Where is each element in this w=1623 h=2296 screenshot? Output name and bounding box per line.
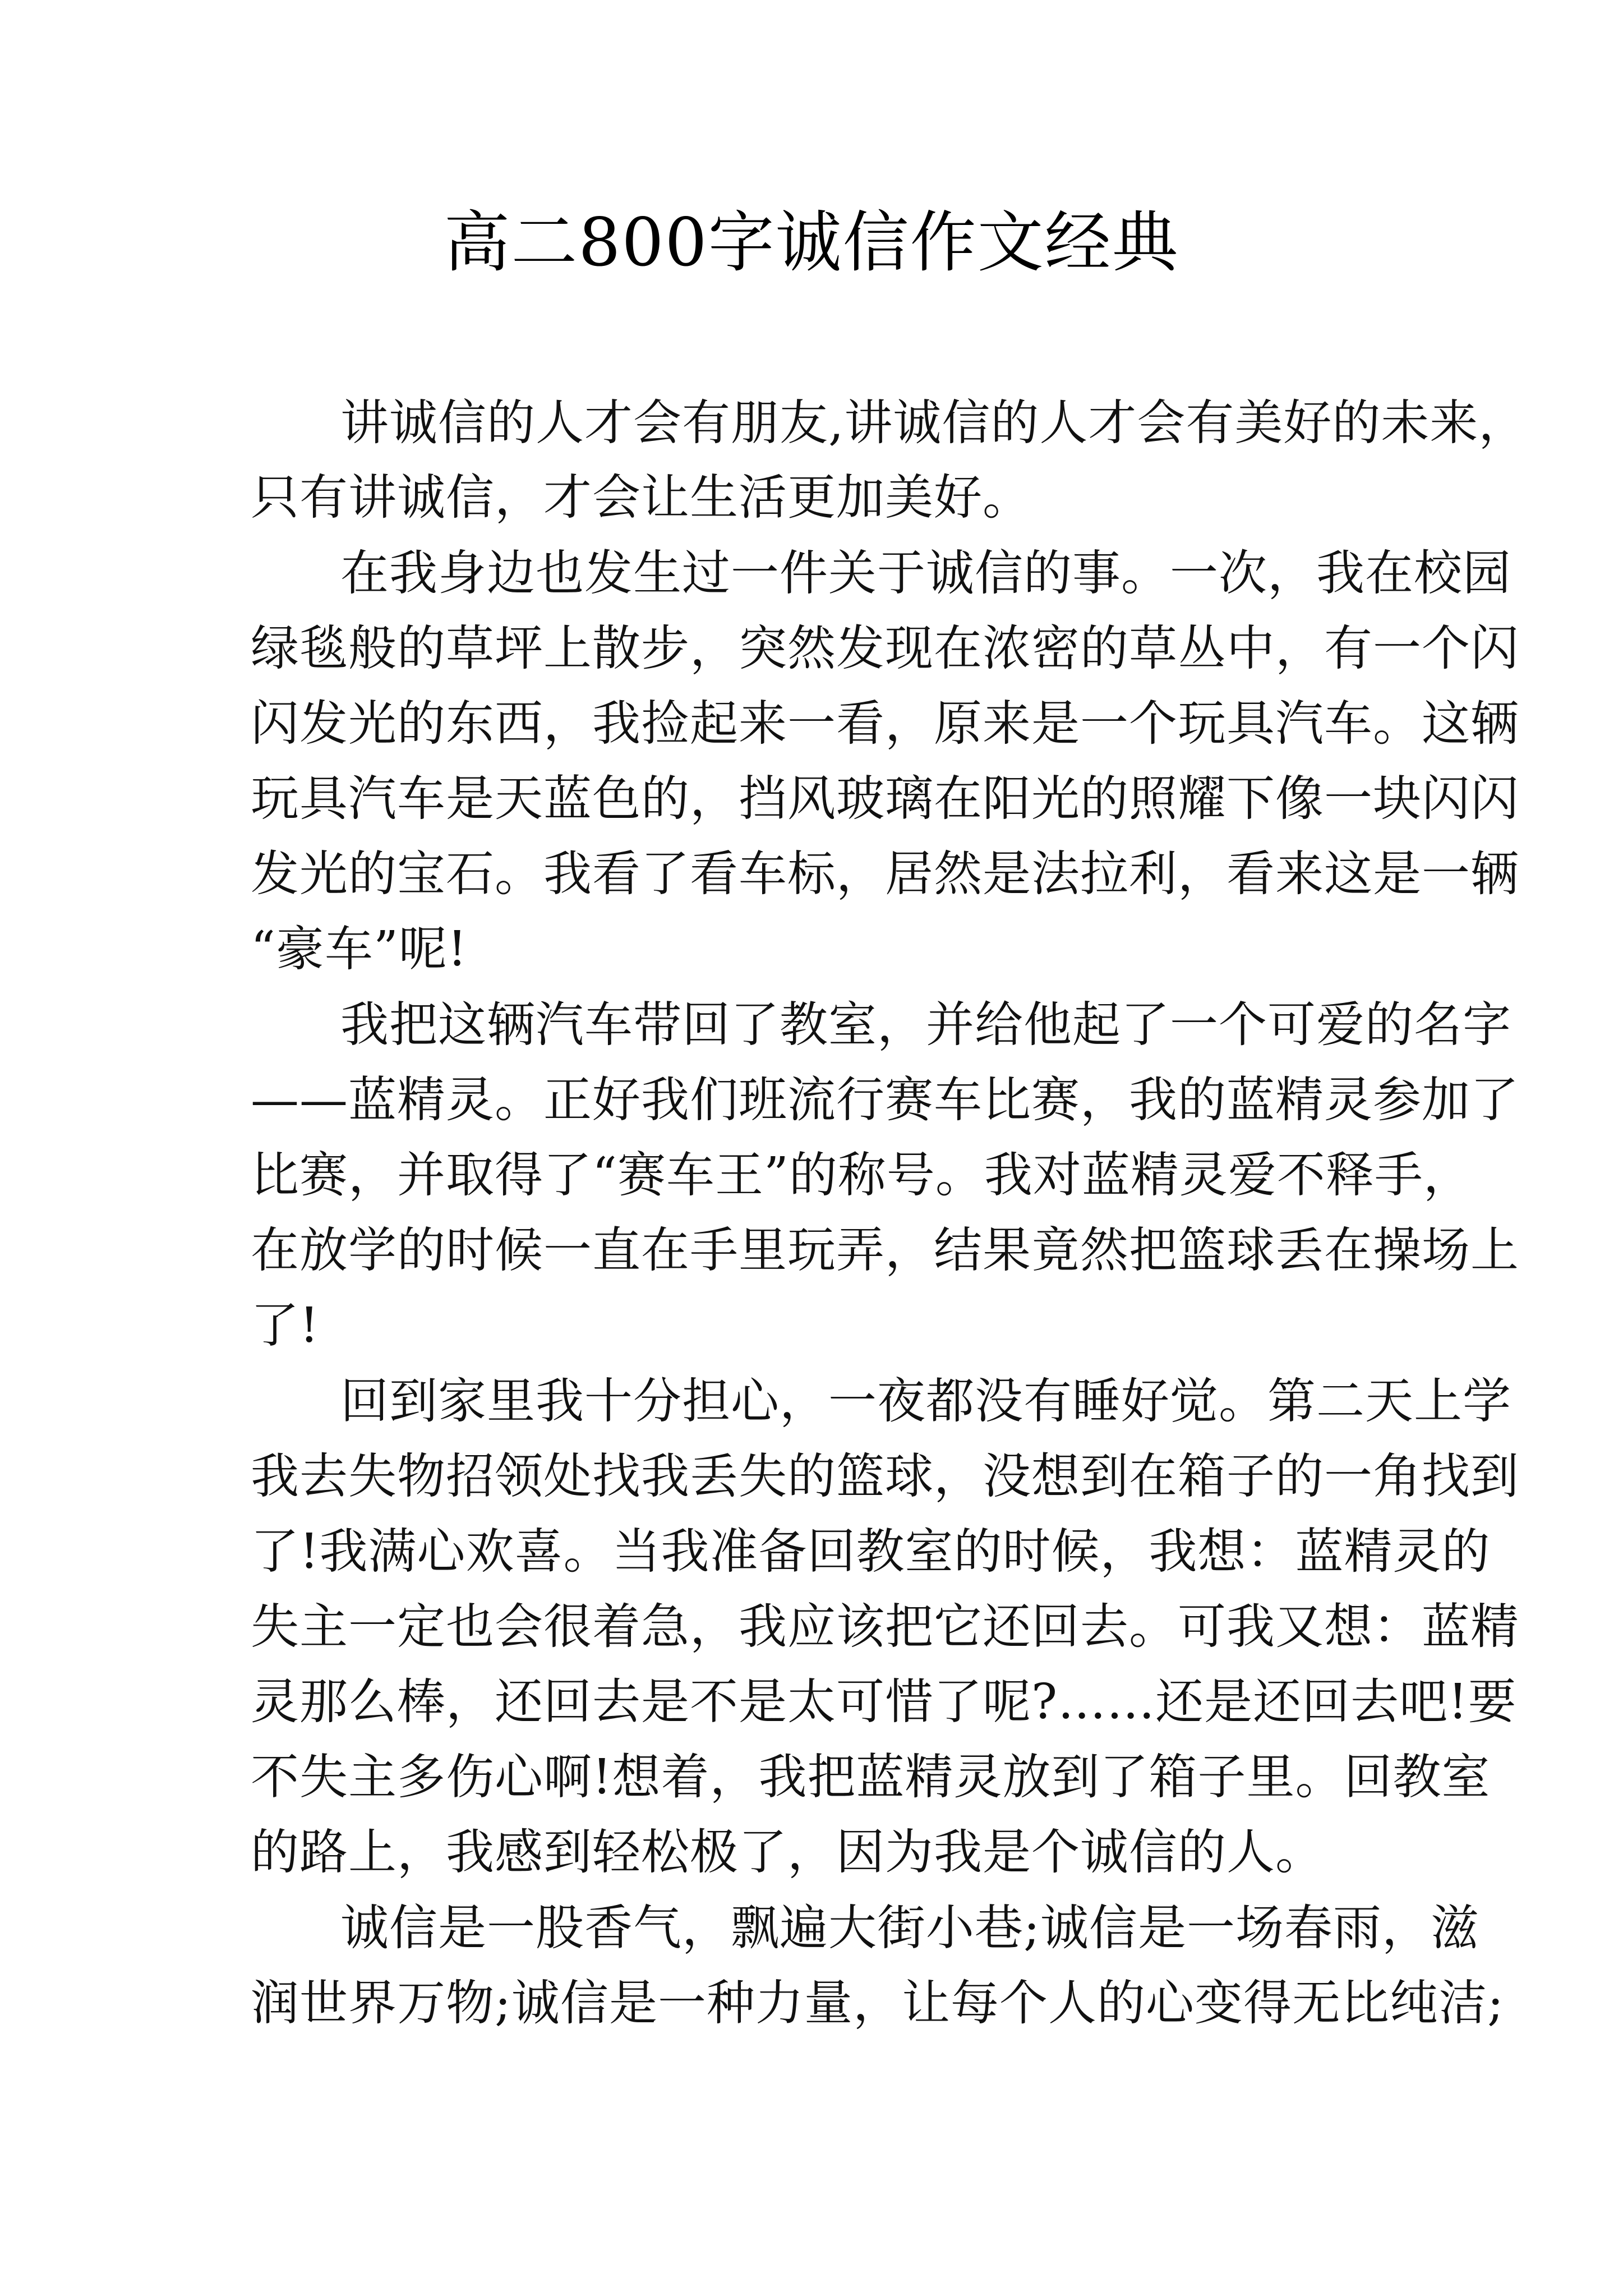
text-line: 我去失物招领处找我丢失的篮球，没想到在箱子的一角找到	[251, 1448, 1519, 1504]
text-line: 比赛，并取得了“赛车王”的称号。我对蓝精灵爱不释手，	[251, 1147, 1472, 1203]
text-line: 灵那么棒，还回去是不是太可惜了呢?……还是还回去吧!要	[251, 1674, 1517, 1730]
text-line: 在我身边也发生过一件关于诚信的事。一次，我在校园	[340, 545, 1511, 601]
text-line: 的路上，我感到轻松极了，因为我是个诚信的人。	[251, 1824, 1324, 1880]
text-line: ——蓝精灵。正好我们班流行赛车比赛，我的蓝精灵参加了	[251, 1072, 1519, 1128]
text-line: 绿毯般的草坪上散步，突然发现在浓密的草丛中，有一个闪	[251, 620, 1519, 677]
text-line: 我把这辆汽车带回了教室，并给他起了一个可爱的名字	[340, 997, 1511, 1053]
text-line: 在放学的时候一直在手里玩弄，结果竟然把篮球丢在操场上	[251, 1222, 1519, 1278]
text-line: 了!我满心欢喜。当我准备回教室的时候，我想：蓝精灵的	[251, 1524, 1491, 1580]
text-line: 不失主多伤心啊!想着，我把蓝精灵放到了箱子里。回教室	[251, 1749, 1491, 1805]
text-line: 讲诚信的人才会有朋友,讲诚信的人才会有美好的未来，	[340, 395, 1528, 451]
text-line: 失主一定也会很着急，我应该把它还回去。可我又想：蓝精	[251, 1599, 1519, 1655]
text-line: 闪发光的东西，我捡起来一看，原来是一个玩具汽车。这辆	[251, 696, 1519, 752]
document-title: 高二800字诚信作文经典	[444, 204, 1179, 281]
text-line: 玩具汽车是天蓝色的，挡风玻璃在阳光的照耀下像一块闪闪	[251, 771, 1519, 827]
text-line: 只有讲诚信，才会让生活更加美好。	[251, 470, 1031, 526]
text-line: 了!	[251, 1297, 320, 1354]
text-line: 诚信是一股香气，飘遍大街小巷;诚信是一场春雨，滋	[340, 1900, 1479, 1956]
text-line: “豪车”呢!	[251, 921, 468, 977]
text-line: 润世界万物;诚信是一种力量，让每个人的心变得无比纯洁;	[251, 1975, 1504, 2031]
text-line: 回到家里我十分担心，一夜都没有睡好觉。第二天上学	[340, 1373, 1511, 1429]
text-line: 发光的宝石。我看了看车标，居然是法拉利，看来这是一辆	[251, 846, 1519, 902]
